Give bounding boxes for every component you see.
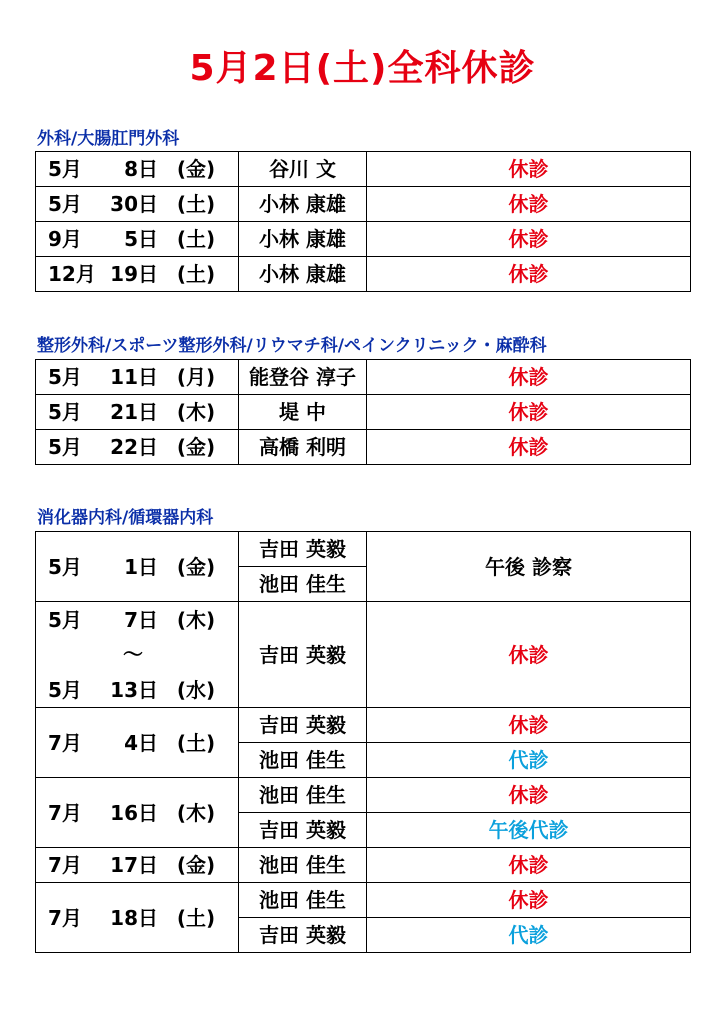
doctor-name: 池田 佳生 — [239, 848, 367, 883]
schedule-table-surgery — [35, 151, 691, 292]
table-row — [36, 395, 691, 430]
month: 9月 — [48, 227, 82, 251]
doctor-name: 吉田 英毅 — [239, 708, 367, 743]
weekday: ( 土 ) — [166, 733, 226, 753]
doctor-name: 池田 佳生 — [239, 778, 367, 813]
range-separator: 〜 — [123, 642, 143, 666]
day: 7日 — [124, 607, 158, 632]
status-closed: 休診 — [367, 187, 691, 222]
day: 17日 — [110, 853, 158, 877]
day: 11日 — [110, 365, 158, 389]
month: 5月 — [48, 400, 82, 424]
status-closed: 休診 — [367, 602, 691, 708]
day: 18日 — [110, 905, 158, 930]
status-closed: 休診 — [367, 778, 691, 813]
weekday: ( 金 ) — [166, 437, 226, 457]
doctor-name: 小林 康雄 — [239, 257, 367, 292]
month: 5月 — [48, 365, 82, 389]
month: 7月 — [48, 730, 82, 755]
doctor-name: 能登谷 淳子 — [239, 360, 367, 395]
month: 5月 — [48, 157, 82, 181]
table-row — [36, 848, 691, 883]
doctor-name: 池田 佳生 — [239, 743, 367, 778]
status-closed: 休診 — [367, 152, 691, 187]
status-closed: 休診 — [367, 395, 691, 430]
day: 8日 — [124, 157, 158, 181]
weekday: ( 土 ) — [166, 229, 226, 249]
doctor-name: 吉田 英毅 — [239, 602, 367, 708]
weekday: ( 金 ) — [166, 557, 226, 577]
day: 13日 — [110, 677, 158, 702]
weekday: ( 土 ) — [166, 264, 226, 284]
month: 7月 — [48, 800, 82, 825]
status-afternoon-consult: 午後 診察 — [367, 532, 691, 602]
schedule-table-internal-medicine — [35, 531, 691, 953]
table-row — [36, 360, 691, 395]
status-afternoon-substitute: 午後代診 — [367, 813, 691, 848]
doctor-name: 吉田 英毅 — [239, 813, 367, 848]
section-label-internal-medicine: 消化器内科/循環器内科 — [37, 508, 214, 528]
status-closed: 休診 — [367, 430, 691, 465]
doctor-name: 吉田 英毅 — [239, 532, 367, 567]
table-row — [36, 430, 691, 465]
day: 1日 — [124, 554, 158, 579]
table-row — [36, 187, 691, 222]
day: 19日 — [110, 262, 158, 286]
day: 21日 — [110, 400, 158, 424]
weekday: ( 金 ) — [166, 855, 226, 875]
table-row — [36, 257, 691, 292]
month: 7月 — [48, 853, 82, 877]
page-title: 5月2日(土)全科休診 — [189, 48, 536, 89]
schedule-table-orthopedics — [35, 359, 691, 465]
doctor-name: 池田 佳生 — [239, 567, 367, 602]
weekday: ( 木 ) — [166, 803, 226, 823]
status-substitute: 代診 — [367, 743, 691, 778]
table-row — [36, 883, 691, 918]
doctor-name: 谷川 文 — [239, 152, 367, 187]
weekday: ( 木 ) — [166, 610, 226, 630]
status-substitute: 代診 — [367, 918, 691, 953]
weekday: ( 木 ) — [166, 402, 226, 422]
status-closed: 休診 — [367, 222, 691, 257]
day: 30日 — [110, 192, 158, 216]
doctor-name: 吉田 英毅 — [239, 918, 367, 953]
month: 5月 — [48, 607, 82, 632]
section-label-orthopedics: 整形外科/スポーツ整形外科/リウマチ科/ペインクリニック・麻酔科 — [37, 336, 547, 356]
doctor-name: 小林 康雄 — [239, 187, 367, 222]
day: 16日 — [110, 800, 158, 825]
weekday: ( 水 ) — [166, 680, 226, 700]
status-closed: 休診 — [367, 883, 691, 918]
weekday: ( 土 ) — [166, 194, 226, 214]
section-label-surgery: 外科/大腸肛門外科 — [37, 129, 180, 149]
month: 5月 — [48, 677, 82, 702]
doctor-name: 小林 康雄 — [239, 222, 367, 257]
month: 7月 — [48, 905, 82, 930]
month: 5月 — [48, 192, 82, 216]
month: 5月 — [48, 554, 82, 579]
table-row — [36, 532, 691, 567]
table-row — [36, 152, 691, 187]
status-closed: 休診 — [367, 360, 691, 395]
table-row — [36, 778, 691, 813]
weekday: ( 月 ) — [166, 367, 226, 387]
month: 5月 — [48, 435, 82, 459]
status-closed: 休診 — [367, 708, 691, 743]
status-closed: 休診 — [367, 848, 691, 883]
month: 12月 — [48, 262, 96, 286]
day: 22日 — [110, 435, 158, 459]
table-row — [36, 602, 691, 708]
weekday: ( 土 ) — [166, 908, 226, 928]
table-row — [36, 708, 691, 743]
status-closed: 休診 — [367, 257, 691, 292]
weekday: ( 金 ) — [166, 159, 226, 179]
doctor-name: 高橋 利明 — [239, 430, 367, 465]
doctor-name: 堤 中 — [239, 395, 367, 430]
day: 4日 — [124, 730, 158, 755]
table-row — [36, 222, 691, 257]
day: 5日 — [124, 227, 158, 251]
doctor-name: 池田 佳生 — [239, 883, 367, 918]
